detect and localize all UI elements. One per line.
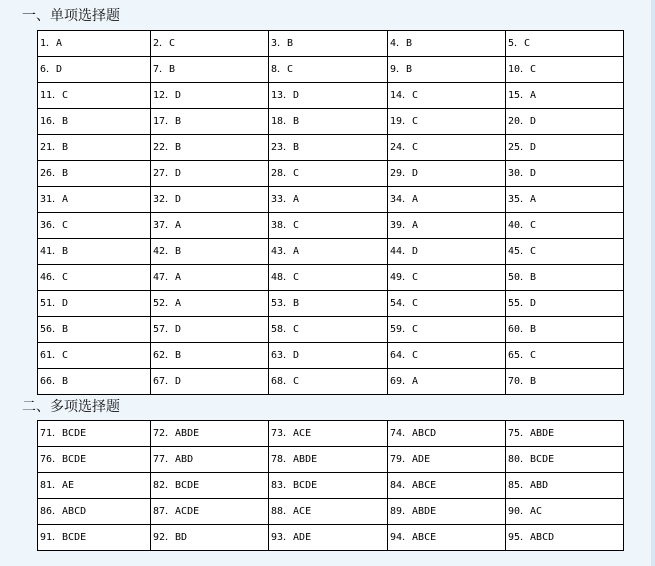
table-row xyxy=(38,135,624,161)
answer-cell: 2．C xyxy=(151,31,269,57)
answer-cell: 61．C xyxy=(38,343,151,369)
answer-cell: 48．C xyxy=(269,265,388,291)
answer-cell: 7．B xyxy=(151,57,269,83)
answer-cell: 32．D xyxy=(151,187,269,213)
answer-cell: 73．ACE xyxy=(269,421,388,447)
table-row xyxy=(38,57,624,83)
answer-cell: 40．C xyxy=(506,213,624,239)
scroll-edge xyxy=(651,0,655,566)
answer-cell: 89．ABDE xyxy=(388,499,506,525)
answer-cell: 9．B xyxy=(388,57,506,83)
answer-cell: 42．B xyxy=(151,239,269,265)
answer-cell: 41．B xyxy=(38,239,151,265)
answer-cell: 79．ADE xyxy=(388,447,506,473)
answer-cell: 5．C xyxy=(506,31,624,57)
answer-cell: 49．C xyxy=(388,265,506,291)
table-row xyxy=(38,291,624,317)
multiple-choice-answer-table xyxy=(37,420,624,551)
answer-cell: 93．ADE xyxy=(269,525,388,551)
answer-cell: 63．D xyxy=(269,343,388,369)
answer-cell: 86．ABCD xyxy=(38,499,151,525)
answer-cell: 29．D xyxy=(388,161,506,187)
answer-cell: 90．AC xyxy=(506,499,624,525)
section-title-single-choice: 一、单项选择题 xyxy=(22,8,120,24)
answer-cell: 58．C xyxy=(269,317,388,343)
answer-cell: 85．ABD xyxy=(506,473,624,499)
answer-cell: 87．ACDE xyxy=(151,499,269,525)
answer-cell: 82．BCDE xyxy=(151,473,269,499)
table-row xyxy=(38,109,624,135)
table-row xyxy=(38,421,624,447)
answer-cell: 15．A xyxy=(506,83,624,109)
answer-cell: 25．D xyxy=(506,135,624,161)
answer-cell: 24．C xyxy=(388,135,506,161)
answer-cell: 43．A xyxy=(269,239,388,265)
answer-cell: 50．B xyxy=(506,265,624,291)
answer-cell: 67．D xyxy=(151,369,269,395)
table-row xyxy=(38,317,624,343)
answer-cell: 94．ABCE xyxy=(388,525,506,551)
answer-cell: 31．A xyxy=(38,187,151,213)
answer-cell: 34．A xyxy=(388,187,506,213)
table-row xyxy=(38,239,624,265)
answer-cell: 52．A xyxy=(151,291,269,317)
answer-cell: 33．A xyxy=(269,187,388,213)
answer-cell: 20．D xyxy=(506,109,624,135)
table-row xyxy=(38,447,624,473)
answer-cell: 38．C xyxy=(269,213,388,239)
answer-cell: 64．C xyxy=(388,343,506,369)
answer-cell: 37．A xyxy=(151,213,269,239)
answer-cell: 62．B xyxy=(151,343,269,369)
answer-cell: 16．B xyxy=(38,109,151,135)
table-row xyxy=(38,343,624,369)
answer-cell: 60．B xyxy=(506,317,624,343)
answer-cell: 84．ABCE xyxy=(388,473,506,499)
answer-cell: 26．B xyxy=(38,161,151,187)
answer-cell: 27．D xyxy=(151,161,269,187)
section-title-multiple-choice: 二、多项选择题 xyxy=(22,399,120,415)
answer-cell: 47．A xyxy=(151,265,269,291)
answer-cell: 75．ABDE xyxy=(506,421,624,447)
answer-cell: 95．ABCD xyxy=(506,525,624,551)
table-row xyxy=(38,161,624,187)
answer-cell: 66．B xyxy=(38,369,151,395)
table-row xyxy=(38,31,624,57)
table-row xyxy=(38,213,624,239)
answer-cell: 74．ABCD xyxy=(388,421,506,447)
answer-cell: 1．A xyxy=(38,31,151,57)
table-row xyxy=(38,83,624,109)
answer-cell: 81．AE xyxy=(38,473,151,499)
answer-cell: 4．B xyxy=(388,31,506,57)
answer-cell: 21．B xyxy=(38,135,151,161)
table-row xyxy=(38,369,624,395)
answer-cell: 28．C xyxy=(269,161,388,187)
table-row xyxy=(38,499,624,525)
answer-cell: 45．C xyxy=(506,239,624,265)
answer-cell: 70．B xyxy=(506,369,624,395)
answer-cell: 51．D xyxy=(38,291,151,317)
answer-cell: 69．A xyxy=(388,369,506,395)
answer-cell: 65．C xyxy=(506,343,624,369)
answer-cell: 19．C xyxy=(388,109,506,135)
answer-cell: 3．B xyxy=(269,31,388,57)
answer-cell: 8．C xyxy=(269,57,388,83)
answer-cell: 88．ACE xyxy=(269,499,388,525)
answer-cell: 39．A xyxy=(388,213,506,239)
answer-cell: 71．BCDE xyxy=(38,421,151,447)
answer-cell: 46．C xyxy=(38,265,151,291)
answer-cell: 30．D xyxy=(506,161,624,187)
answer-cell: 78．ABDE xyxy=(269,447,388,473)
answer-cell: 72．ABDE xyxy=(151,421,269,447)
answer-cell: 12．D xyxy=(151,83,269,109)
answer-cell: 18．B xyxy=(269,109,388,135)
answer-cell: 77．ABD xyxy=(151,447,269,473)
answer-cell: 56．B xyxy=(38,317,151,343)
answer-cell: 68．C xyxy=(269,369,388,395)
answer-cell: 55．D xyxy=(506,291,624,317)
table-row xyxy=(38,473,624,499)
answer-cell: 53．B xyxy=(269,291,388,317)
answer-cell: 44．D xyxy=(388,239,506,265)
answer-cell: 80．BCDE xyxy=(506,447,624,473)
answer-cell: 6．D xyxy=(38,57,151,83)
answer-cell: 10．C xyxy=(506,57,624,83)
answer-cell: 36．C xyxy=(38,213,151,239)
answer-cell: 57．D xyxy=(151,317,269,343)
answer-cell: 92．BD xyxy=(151,525,269,551)
answer-cell: 11．C xyxy=(38,83,151,109)
answer-cell: 14．C xyxy=(388,83,506,109)
answer-cell: 54．C xyxy=(388,291,506,317)
answer-cell: 23．B xyxy=(269,135,388,161)
answer-cell: 13．D xyxy=(269,83,388,109)
answer-cell: 22．B xyxy=(151,135,269,161)
table-row xyxy=(38,265,624,291)
answer-cell: 59．C xyxy=(388,317,506,343)
table-row xyxy=(38,525,624,551)
answer-cell: 35．A xyxy=(506,187,624,213)
table-row xyxy=(38,187,624,213)
answer-cell: 17．B xyxy=(151,109,269,135)
answer-cell: 76．BCDE xyxy=(38,447,151,473)
answer-cell: 83．BCDE xyxy=(269,473,388,499)
answer-cell: 91．BCDE xyxy=(38,525,151,551)
single-choice-answer-table xyxy=(37,30,624,395)
